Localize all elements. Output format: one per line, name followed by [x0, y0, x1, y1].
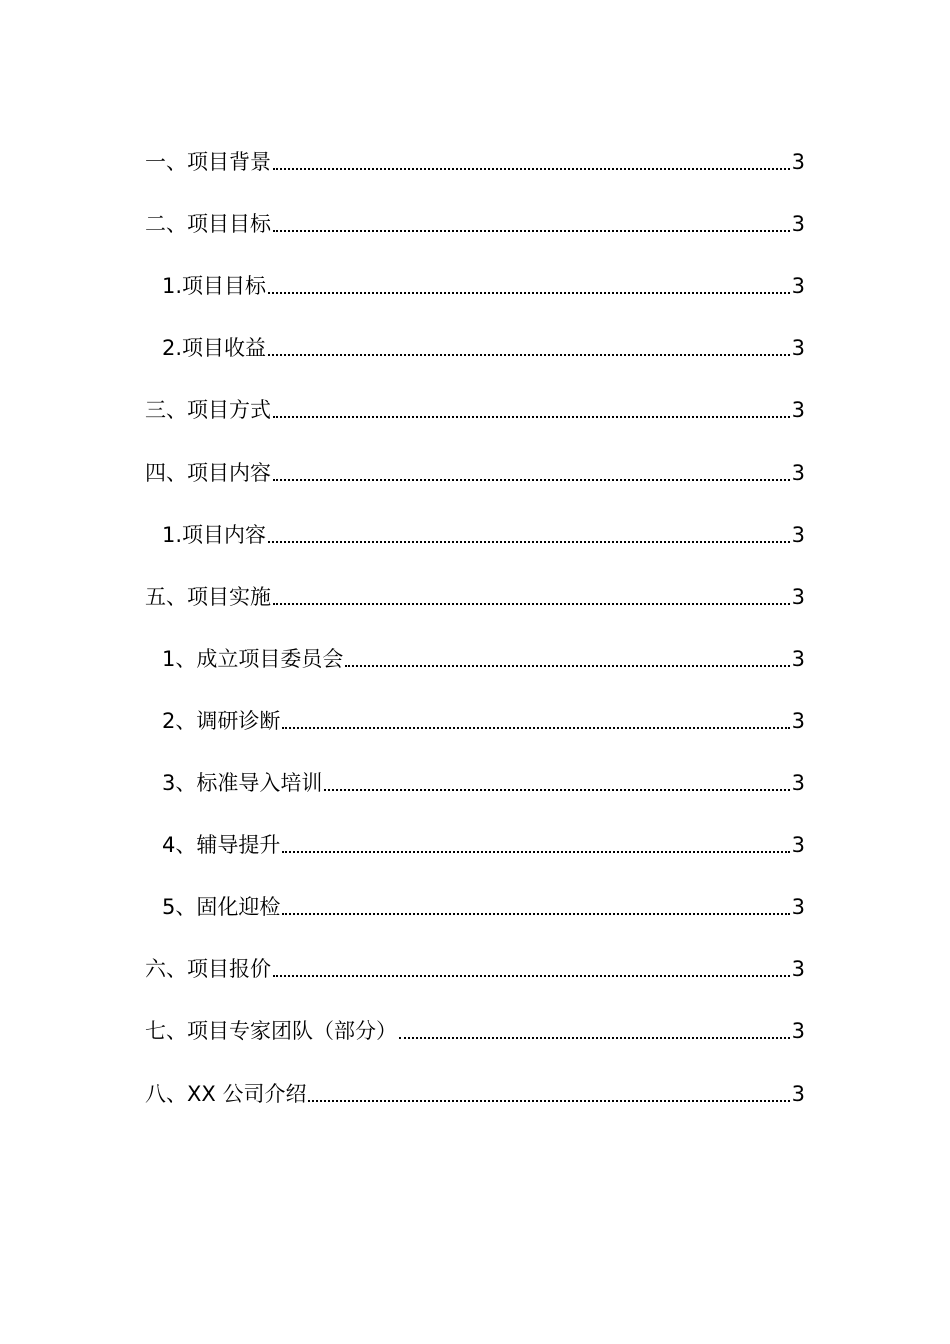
- toc-entry[interactable]: [145, 192, 805, 254]
- toc-dot-leader: [273, 168, 790, 170]
- toc-entry-title: 1、成立项目委员会: [162, 646, 344, 671]
- toc-dot-leader: [282, 851, 789, 853]
- toc-dot-leader: [399, 1037, 790, 1039]
- toc-entry[interactable]: [145, 316, 805, 378]
- toc-page-number: 3: [791, 460, 805, 485]
- toc-entry[interactable]: [145, 1061, 805, 1123]
- toc-entry-title: 3、标准导入培训: [162, 771, 323, 796]
- toc-entry-title: 七、项目专家团队（部分）: [145, 1019, 397, 1044]
- toc-page-number: 3: [791, 708, 805, 733]
- toc-page-number: 3: [791, 150, 805, 175]
- toc-dot-leader: [268, 354, 790, 356]
- toc-entry-title: 1.项目内容: [162, 522, 267, 547]
- toc-entry[interactable]: [145, 875, 805, 937]
- toc-entry-title: 六、项目报价: [145, 957, 271, 982]
- toc-page-number: 3: [791, 957, 805, 982]
- toc-entry-title: 5、固化迎检: [162, 895, 281, 920]
- toc-dot-leader: [273, 416, 790, 418]
- toc-page-number: 3: [791, 274, 805, 299]
- toc-dot-leader: [345, 665, 789, 667]
- toc-entry-title: 一、项目背景: [145, 150, 271, 175]
- toc-entry[interactable]: [145, 689, 805, 751]
- toc-page-number: 3: [791, 584, 805, 609]
- toc-entry-title: 三、项目方式: [145, 398, 271, 423]
- toc-dot-leader: [324, 789, 789, 791]
- toc-entry-title: 五、项目实施: [145, 584, 271, 609]
- toc-entry[interactable]: [145, 751, 805, 813]
- toc-page-number: 3: [791, 336, 805, 361]
- toc-entry[interactable]: [145, 130, 805, 192]
- toc-entry-title: 1.项目目标: [162, 274, 267, 299]
- toc-entry[interactable]: [145, 813, 805, 875]
- toc-dot-leader: [273, 603, 790, 605]
- toc-dot-leader: [273, 230, 790, 232]
- toc-entry[interactable]: [145, 565, 805, 627]
- toc-dot-leader: [273, 975, 790, 977]
- toc-page-number: 3: [791, 771, 805, 796]
- toc-entry[interactable]: [145, 254, 805, 316]
- toc-page-number: 3: [791, 646, 805, 671]
- toc-page-number: 3: [791, 1081, 805, 1106]
- toc-dot-leader: [273, 479, 790, 481]
- toc-entry[interactable]: [145, 503, 805, 565]
- toc-dot-leader: [268, 292, 790, 294]
- toc-entry[interactable]: [145, 378, 805, 440]
- toc-dot-leader: [308, 1100, 789, 1102]
- toc-page-number: 3: [791, 895, 805, 920]
- toc-dot-leader: [282, 913, 789, 915]
- toc-entry-title: 八、XX 公司介绍: [145, 1081, 307, 1106]
- toc-entry-title: 4、辅导提升: [162, 833, 281, 858]
- toc-entry-title: 四、项目内容: [145, 460, 271, 485]
- toc-entry-title: 2.项目收益: [162, 336, 267, 361]
- toc-entry[interactable]: [145, 440, 805, 502]
- toc-entry[interactable]: [145, 627, 805, 689]
- toc-dot-leader: [268, 541, 790, 543]
- toc-page-number: 3: [791, 212, 805, 237]
- toc-entry-title: 二、项目目标: [145, 212, 271, 237]
- table-of-contents: [145, 130, 805, 1124]
- toc-entry-title: 2、调研诊断: [162, 708, 281, 733]
- toc-page-number: 3: [791, 522, 805, 547]
- toc-page-number: 3: [791, 833, 805, 858]
- toc-page-number: 3: [791, 398, 805, 423]
- toc-entry[interactable]: [145, 999, 805, 1061]
- toc-page-number: 3: [791, 1019, 805, 1044]
- toc-entry[interactable]: [145, 937, 805, 999]
- toc-dot-leader: [282, 727, 789, 729]
